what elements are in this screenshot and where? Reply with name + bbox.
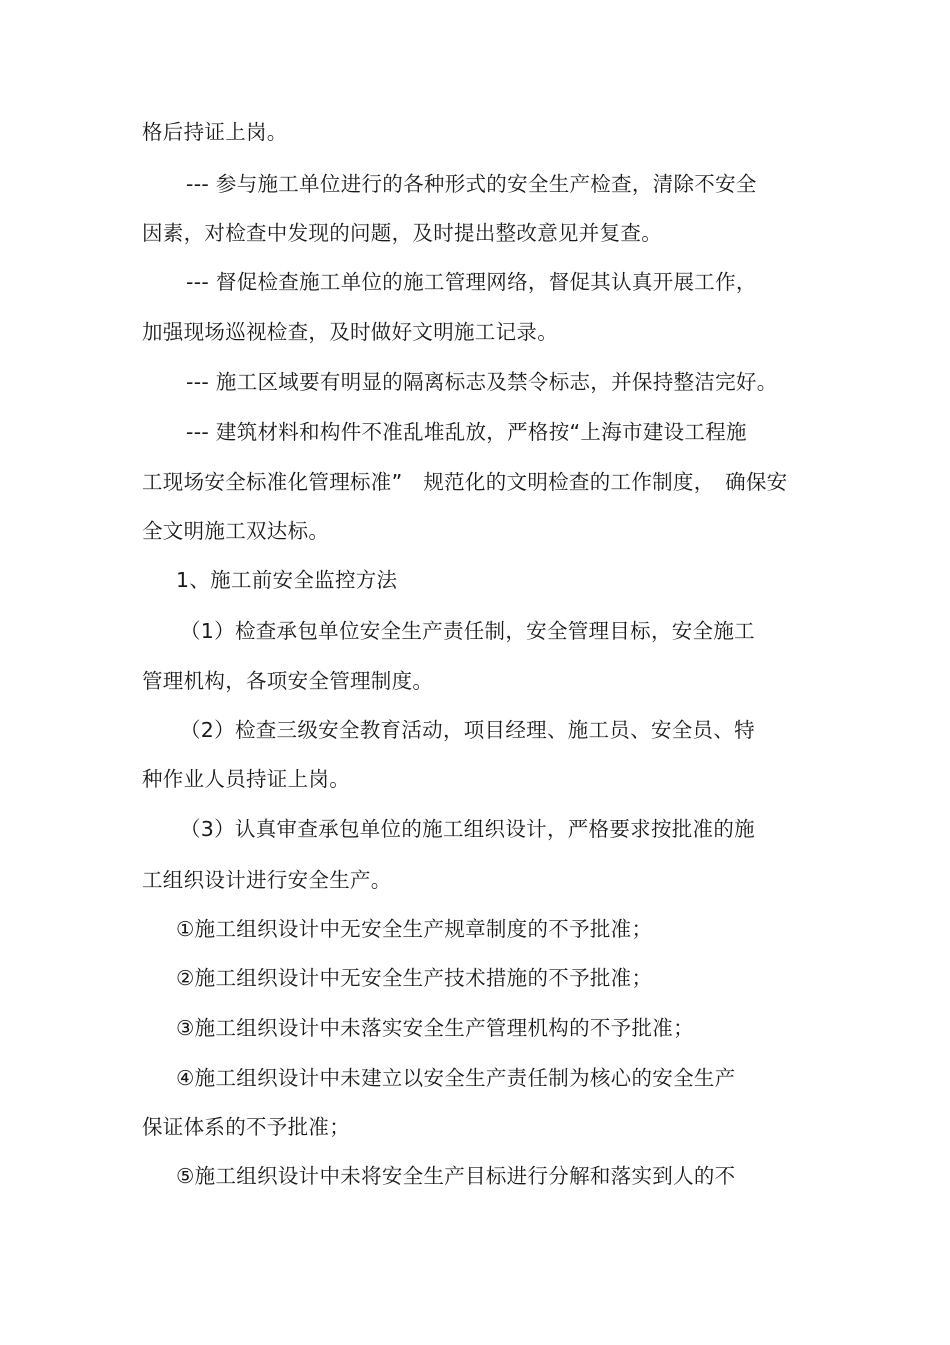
text-line: 因素，对检查中发现的问题，及时提出整改意见并复查。 [142, 221, 662, 245]
text-line: 种作业人员持证上岗。 [142, 767, 350, 791]
list-item: ③施工组织设计中未落实安全生产管理机构的不予批准； [176, 1016, 694, 1040]
text-line: 保证体系的不予批准； [142, 1115, 350, 1139]
text-line: --- 参与施工单位进行的各种形式的安全生产检查，清除不安全 [186, 172, 757, 196]
text-line: 格后持证上岗。 [142, 120, 288, 144]
text-line: 工现场安全标准化管理标准” 规范化的文明检查的工作制度， 确保安 [142, 470, 788, 494]
text-line: （1）检查承包单位安全生产责任制，安全管理目标，安全施工 [180, 619, 755, 643]
text-line: --- 建筑材料和构件不准乱堆乱放，严格按“上海市建设工程施 [186, 420, 747, 444]
text-line: 全文明施工双达标。 [142, 519, 330, 543]
text-line: （2）检查三级安全教育活动，项目经理、施工员、安全员、特 [180, 718, 755, 742]
text-line: （3）认真审查承包单位的施工组织设计，严格要求按批准的施 [180, 817, 755, 841]
text-line: 工组织设计进行安全生产。 [142, 868, 392, 892]
text-line: 管理机构，各项安全管理制度。 [142, 669, 434, 693]
text-line: 加强现场巡视检查，及时做好文明施工记录。 [142, 320, 558, 344]
section-heading: 1、施工前安全监控方法 [176, 568, 398, 592]
list-item: ②施工组织设计中无安全生产技术措施的不予批准； [176, 966, 653, 990]
list-item: ①施工组织设计中无安全生产规章制度的不予批准； [176, 917, 653, 941]
text-line: --- 施工区域要有明显的隔离标志及禁令标志，并保持整洁完好。 [186, 370, 778, 394]
list-item: ④施工组织设计中未建立以安全生产责任制为核心的安全生产 [176, 1066, 736, 1090]
text-line: --- 督促检查施工单位的施工管理网络，督促其认真开展工作， [186, 270, 757, 294]
list-item: ⑤施工组织设计中未将安全生产目标进行分解和落实到人的不 [176, 1164, 736, 1188]
